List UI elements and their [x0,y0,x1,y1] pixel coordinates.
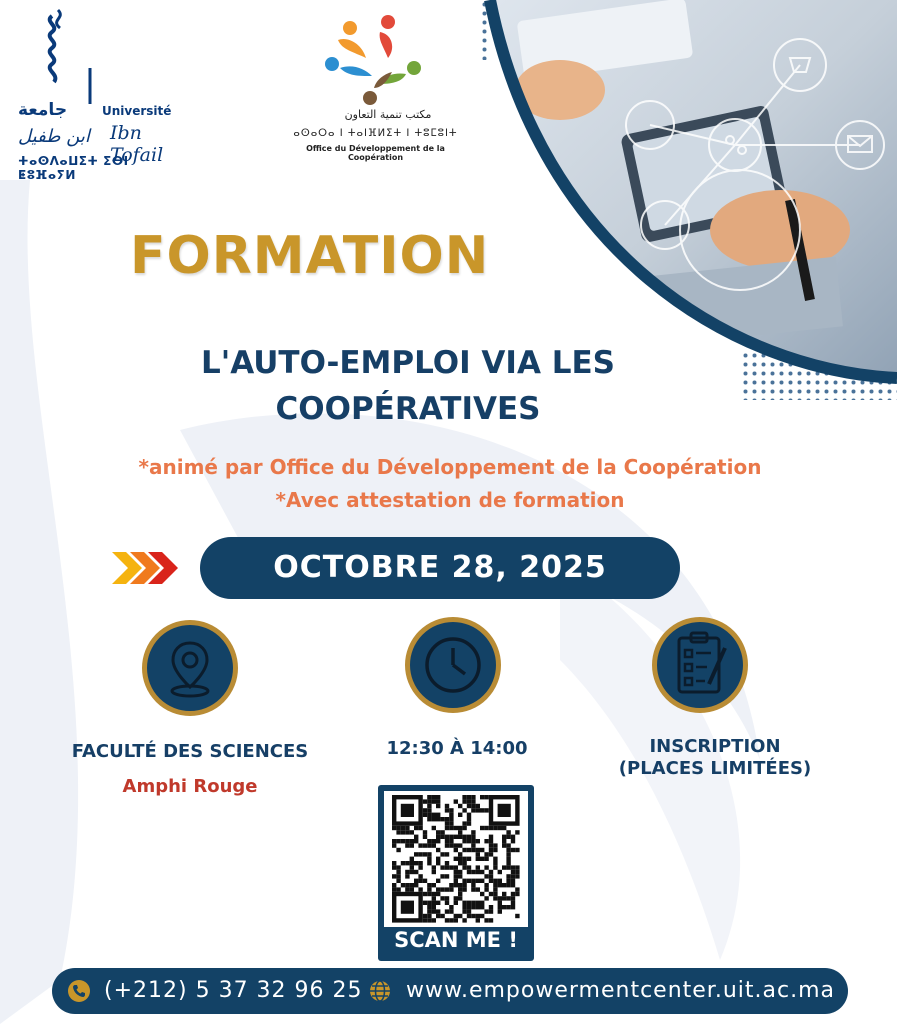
contact-footer [52,968,848,1014]
phone-number[interactable]: (+212) 5 37 32 96 25 [104,978,363,1003]
university-emblem-icon [14,8,104,108]
registration-title [600,736,830,780]
website-link[interactable]: www.empowermentcenter.uit.ac.ma [406,978,835,1003]
university-logo [14,8,184,182]
clipboard-checklist-icon [652,617,748,713]
odco-emblem-icon [288,10,463,105]
registration-label: INSCRIPTION [649,736,781,757]
registration-limit-label: (PLACES LIMITÉES) [618,758,812,779]
subtitle-line-2: COOPÉRATIVES [275,391,541,427]
university-arabic-name-2: ابن طفيل [18,126,90,147]
qr-code-icon [384,791,528,927]
facilitator-note: *animé par Office du Développement de la Coopération [138,455,762,479]
university-arabic-name: جامعة [18,100,68,120]
odco-tifinagh-name: ⴰⵙⴰⵔⴰ ⵏ ⵜⴰⵏⴼⵍⵉⵜ ⵏ ⵜⵓⵎⵓⵏⵜ [293,128,458,139]
clock-icon [405,617,501,713]
location-title: FACULTÉ DES SCIENCES [71,741,309,762]
chevron-arrows-icon [110,548,178,588]
time-range: 12:30 À 14:00 [386,738,528,759]
subtitle [128,340,688,432]
subtitle-line-1: L'AUTO-EMPLOI VIA LES [200,345,616,381]
location-room: Amphi Rouge [122,776,258,797]
event-date: OCTOBRE 28, 2025 [273,550,607,585]
odco-logo [288,10,463,160]
registration-qr-code[interactable] [378,785,534,961]
odco-arabic-name: مكتب تنمية التعاون [344,108,432,121]
phone-icon [68,980,90,1002]
odco-french-name: Office du Développement de la Coopération [306,144,445,162]
location-pin-icon [142,620,238,716]
university-french-name-2: Ibn Tofail [110,122,164,166]
university-tifinagh-name: ⵜⴰⵙⴷⴰⵡⵉⵜ ⵉⴱⵏ ⵟⵓⴼⴰⵢⵍ [18,154,129,182]
qr-code-image[interactable] [384,791,528,927]
event-date-banner [200,537,680,599]
page-title: FORMATION [130,226,490,286]
scan-me-label: SCAN ME ! [394,928,518,952]
certificate-note: *Avec attestation de formation [275,488,625,512]
university-french-name: Université [102,104,172,118]
globe-icon [368,979,392,1003]
